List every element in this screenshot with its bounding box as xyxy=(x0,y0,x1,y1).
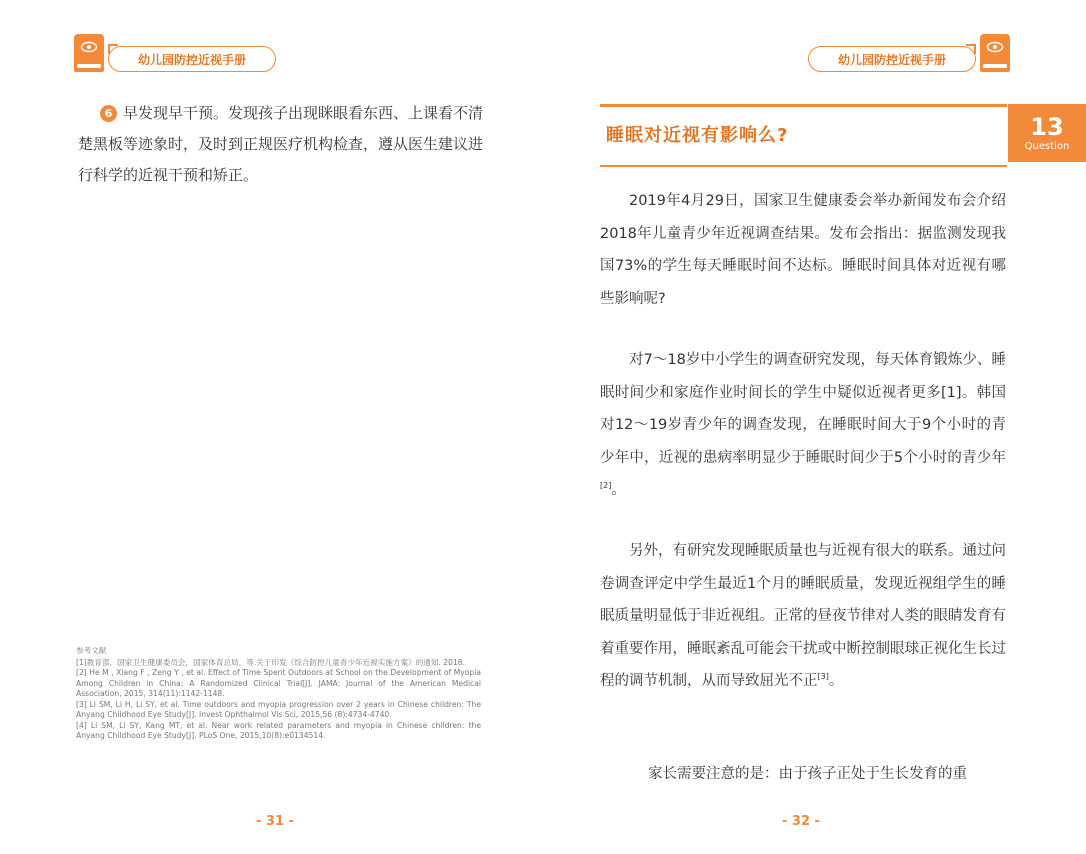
paragraph-3-end: 。 xyxy=(828,673,844,689)
header-title-left: 幼儿园防控近视手册 xyxy=(108,46,276,72)
question-number: 13 xyxy=(1030,113,1064,141)
page-number-left: - 31 - xyxy=(256,814,294,829)
citation-2: [2] xyxy=(600,481,612,491)
header-badge-left xyxy=(74,34,279,74)
reference-item: [4] Li SM, Li SY, Kang MT, et al. Near work related parameters and myopia in Chinese children: the Anyang Childhood Eye Study[J]. PLoS One, 2015,10(8):e0134514. xyxy=(76,720,481,740)
reference-item: [1]教育部，国家卫生健康委员会，国家体育总局，等.关于印发《综合防控儿童青少年近视实施方案》的通知. 2018. xyxy=(76,657,466,667)
citation-3: [3] xyxy=(817,672,829,682)
item-number-badge: 6 xyxy=(100,105,117,122)
question-title: 睡眠对近视有影响么? xyxy=(606,125,789,146)
paragraph-1 xyxy=(600,185,1006,315)
header-badge-right xyxy=(804,34,1010,74)
paragraph-3-text: 另外，有研究发现睡眠质量也与近视有很大的联系。通过问卷调查评定中学生最近1个月的睡眠质量，发现近视组学生的睡眠质量明显低于非近视组。正常的昼夜节律对人类的眼睛发育有着重要作用，睡眠紊乱可能会干扰或中断控制眼球正视化生长过程的调节机制，从而导致屈光不正 xyxy=(600,543,1006,689)
paragraph-2-text: 对7～18岁中小学生的调查研究发现，每天体育锻炼少、睡眠时间少和家庭作业时间长的学生中疑似近视者更多[1]。韩国对12～19岁青少年的调查发现，在睡眠时间大于9个小时的青少年中，近视的患病率明显少于睡眠时间少于5个小时的青少年 xyxy=(600,352,1006,466)
header-title-right: 幼儿园防控近视手册 xyxy=(808,46,976,72)
item-text: 早发现早干预。发现孩子出现眯眼看东西、上课看不清楚黑板等迹象时，及时到正规医疗机构检查，遵从医生建议进行科学的近视干预和矫正。 xyxy=(78,104,484,184)
book-icon xyxy=(74,34,104,72)
paragraph-1-text: 2019年4月29日，国家卫生健康委会举办新闻发布会介绍2018年儿童青少年近视调查结果。发布会指出：据监测发现我国73%的学生每天睡眠时间不达标。睡眠时间具体对近视有哪些影响呢? xyxy=(600,193,1006,307)
reference-item: [2] He M , Xiang F , Zeng Y , et al. Effect of Time Spent Outdoors at School on the Development of Myopia Among Children in China: A Randomized Clinical Trial[J]. JAMA: Journal of the American Medical Association, 2015, 314(11):1142-1148. xyxy=(76,668,481,698)
eye-icon xyxy=(80,41,98,53)
eye-icon xyxy=(986,41,1004,53)
question-label: Question xyxy=(1024,141,1070,152)
references-title: 参考文献 xyxy=(76,646,107,655)
book-icon xyxy=(980,34,1010,72)
paragraph-4 xyxy=(600,758,1006,791)
paragraph-3 xyxy=(600,535,1006,698)
paragraph-2 xyxy=(600,344,1006,507)
reference-item: [3] Li SM, Li H, Li SY, et al. Time outdoors and myopia progression over 2 years in Chinese children: The Anyang Childhood Eye Study[J]. Invest Ophthalmol Vis Sci, 2015,56 (8):4734-4740. xyxy=(76,699,481,719)
page-number-right: - 32 - xyxy=(782,814,820,829)
paragraph-2-end: 。 xyxy=(611,482,626,498)
references xyxy=(76,646,481,742)
paragraph-4-text: 家长需要注意的是：由于孩子正处于生长发育的重 xyxy=(648,766,967,782)
question-number-badge xyxy=(1008,104,1086,162)
left-page-item xyxy=(78,98,483,191)
